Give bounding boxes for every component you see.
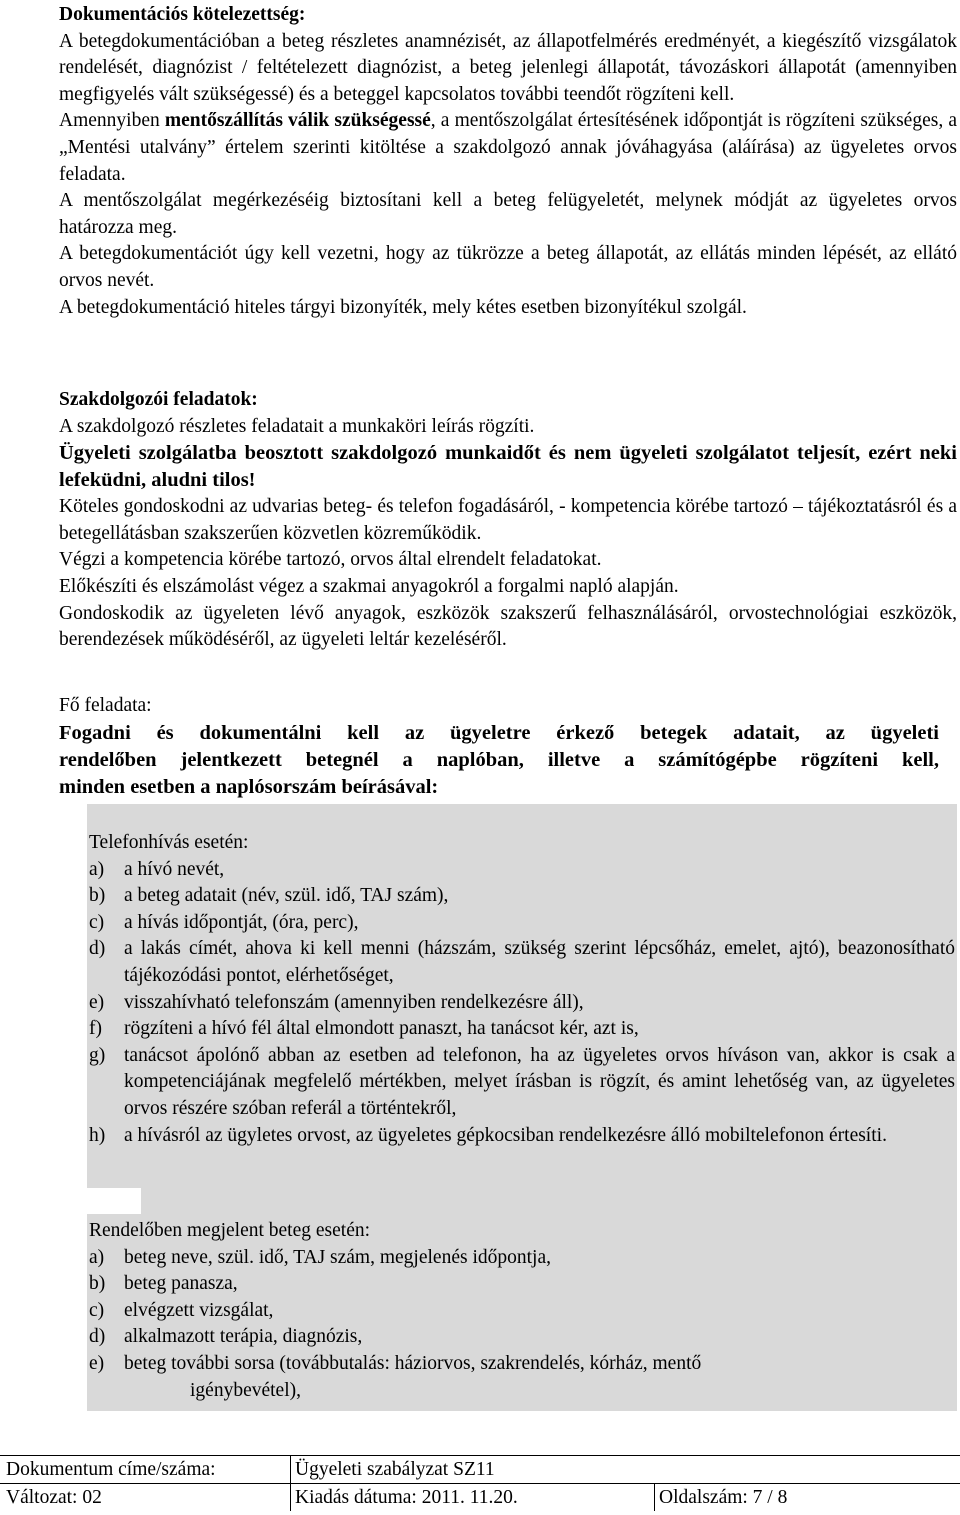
phone-call-list xyxy=(89,830,955,1149)
item-label: e) xyxy=(89,1352,105,1374)
item-text: a beteg adatait (név, szül. idő, TAJ szám), xyxy=(124,885,449,907)
doc-title-value: Ügyeleti szabályzat SZ11 xyxy=(291,1456,960,1484)
paragraph: A betegdokumentáció hiteles tárgyi bizonyíték, mely kétes esetben bizonyítékul szolgál. xyxy=(59,296,747,318)
item-label: d) xyxy=(89,938,106,960)
item-text: beteg további sorsa (továbbutalás: háziorvos, szakrendelés, kórház, mentő xyxy=(124,1352,702,1374)
documentation-section xyxy=(59,2,957,321)
list-item xyxy=(89,1245,955,1272)
section-heading: Fő feladata: xyxy=(59,695,152,716)
list-item xyxy=(89,910,955,937)
item-label: b) xyxy=(89,885,106,907)
item-label-empty xyxy=(89,1378,124,1405)
item-text: beteg panasza, xyxy=(124,1273,238,1295)
item-text: a hívó nevét, xyxy=(124,858,225,880)
warning-paragraph: Ügyeleti szolgálatba beosztott szakdolgozó munkaidőt és nem ügyeleti szolgálatot teljesít, ezért neki lefeküdni, aludni tilos! xyxy=(59,442,957,492)
item-label: a) xyxy=(89,858,105,880)
list-item xyxy=(89,857,955,884)
list-item xyxy=(89,990,955,1017)
bold-line: Fogadni és dokumentálni kell az ügyeletre érkező betegek adatait, az ügyeleti xyxy=(59,721,939,744)
item-label: h) xyxy=(89,1124,106,1146)
paragraph: Előkészíti és elszámolást végez a szakmai anyagokról a forgalmi napló alapján. xyxy=(59,575,679,597)
item-text: a hívás időpontját, (óra, perc), xyxy=(124,911,359,933)
page-number: Oldalszám: 7 / 8 xyxy=(655,1484,960,1512)
list-item xyxy=(89,1271,955,1298)
item-label: g) xyxy=(89,1044,106,1066)
item-text: a hívásról az ügyletes orvost, az ügyeletes gépkocsiban rendelkezésre álló mobiltelefonon értesíti. xyxy=(124,1124,887,1146)
paragraph-text: Amennyiben xyxy=(59,110,165,132)
section-heading: Szakdolgozói feladatok: xyxy=(59,389,258,410)
list-item-continuation xyxy=(89,1378,955,1405)
item-label: e) xyxy=(89,991,105,1013)
list-item xyxy=(89,1016,955,1043)
document-footer xyxy=(0,1455,960,1511)
bold-line: rendelőben jelentkezett betegnél a naplóban, illetve a számítógépbe rögzíteni kell, xyxy=(59,748,939,771)
list-item xyxy=(89,1351,955,1378)
item-text: visszahívható telefonszám (amennyiben rendelkezésre áll), xyxy=(124,991,584,1013)
list-item xyxy=(89,1043,955,1123)
staff-duties-section xyxy=(59,387,957,654)
item-text: rögzíteni a hívó fél által elmondott panaszt, ha tanácsot kér, azt is, xyxy=(124,1018,639,1040)
item-text: beteg neve, szül. idő, TAJ szám, megjelenés időpontja, xyxy=(124,1246,551,1268)
section-heading: Dokumentációs kötelezettség: xyxy=(59,4,306,25)
item-text: tanácsot ápolónő abban az esetben ad telefonon, ha az ügyeletes orvos híváson van, akkor is csak a kompetenciájának megfelelő mértékben, melyet írásban is rögzít, és amint lehetőség van, az ügyeletes orvos részére szóban referál a történtekről, xyxy=(124,1044,955,1119)
shade-gap xyxy=(87,1188,141,1214)
list-item xyxy=(89,1298,955,1325)
issue-date: Kiadás dátuma: 2011. 11.20. xyxy=(291,1484,655,1512)
version: Változat: 02 xyxy=(0,1484,291,1512)
list-item xyxy=(89,1324,955,1351)
item-label: f) xyxy=(89,1018,102,1040)
item-label: a) xyxy=(89,1246,105,1268)
list-title: Telefonhívás esetén: xyxy=(89,832,249,853)
item-text: elvégzett vizsgálat, xyxy=(124,1299,274,1321)
paragraph: Végzi a kompetencia körébe tartozó, orvos által elrendelt feladatokat. xyxy=(59,549,602,571)
paragraph: A betegdokumentációban a beteg részletes anamnézisét, az állapotfelmérés eredményét, a kiegészítő vizsgálatok rendelését, diagnózist / feltételezett diagnózist, a beteg jelenlegi állapotát, távozáskori állapotát (amennyiben megfigyelés vált szükségessé) és a beteggel kapcsolatos további teendőt rögzíteni kell. xyxy=(59,30,957,105)
item-text: a lakás címét, ahova ki kell menni (házszám, szükség szerint lépcsőház, emelet, ajtó), beazonosítható tájékozódási pontot, elérhetőséget, xyxy=(124,938,955,986)
item-label: c) xyxy=(89,911,105,933)
item-label: b) xyxy=(89,1273,106,1295)
paragraph: A mentőszolgálat megérkezéséig biztosítani kell a beteg felügyeletét, melynek módját az ügyeletes orvos határozza meg. xyxy=(59,190,957,238)
paragraph: Köteles gondoskodni az udvarias beteg- és telefon fogadásáról, - kompetencia körébe tartozó – tájékoztatásról és a betegellátásban szakszerűen közvetlen közreműködik. xyxy=(59,496,957,544)
item-text: igénybevétel), xyxy=(190,1379,301,1401)
paragraph: A betegdokumentációt úgy kell vezetni, hogy az tükrözze a beteg állapotát, az ellátás minden lépését, az ellátó orvos nevét. xyxy=(59,243,957,291)
doc-title-label: Dokumentum címe/száma: xyxy=(0,1456,291,1484)
list-item xyxy=(89,1123,955,1150)
paragraph: Gondoskodik az ügyeleten lévő anyagok, eszközök szakszerű felhasználásáról, orvostechnológiai eszközök, berendezések működéséről, az ügyeleti leltár kezeléséről. xyxy=(59,602,957,651)
main-task-section xyxy=(59,693,939,801)
item-label: c) xyxy=(89,1299,105,1321)
list-title: Rendelőben megjelent beteg esetén: xyxy=(89,1220,371,1241)
paragraph xyxy=(59,108,957,188)
office-visit-list xyxy=(89,1218,955,1404)
list-item xyxy=(89,883,955,910)
paragraph: A szakdolgozó részletes feladatait a munkaköri leírás rögzíti. xyxy=(59,415,535,437)
bold-line: minden esetben a naplósorszám beírásával: xyxy=(59,775,439,798)
paragraph-text: , a mentőszolgálat értesítésének időpontját is rögzíteni szükséges, a „Mentési utalvány” értelem szerinti kitöltése a szakdolgozó annak jóváhagyása (aláírása) az ügyeletes orvos feladata. xyxy=(59,110,957,185)
emphasis-text: mentőszállítás válik szükségessé xyxy=(164,110,431,132)
item-label: d) xyxy=(89,1326,106,1348)
list-item xyxy=(89,936,955,989)
item-text: alkalmazott terápia, diagnózis, xyxy=(124,1326,363,1348)
